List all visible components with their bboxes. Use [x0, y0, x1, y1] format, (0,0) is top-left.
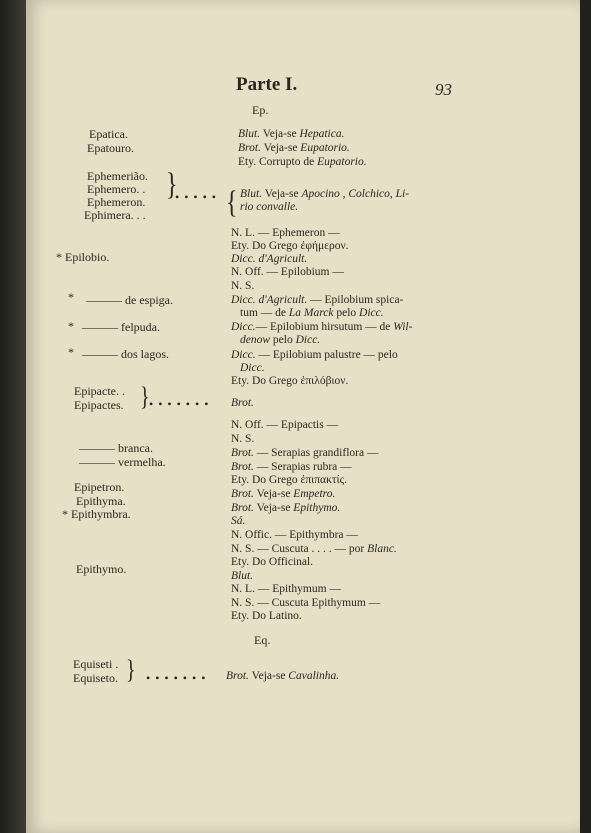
book-spine: [0, 0, 26, 833]
entry-ephemero: Blut. Veja-se Apocino , Colchico, Li-: [240, 188, 410, 200]
term-ephimera: Ephimera. . .: [84, 208, 146, 222]
leader-dots-epipacte: • • • • • • •: [149, 397, 210, 411]
entry-dos-lagos-cont: Dicc.: [240, 362, 265, 374]
entry-epipacte-ety: Ety. Do Grego ἐπιπακτίς.: [231, 474, 348, 486]
term-ephemeron: Ephemeron.: [87, 195, 146, 209]
entry-felpuda: Dicc.— Epilobium hirsutum — de Wil-: [231, 321, 413, 333]
entry-epipetron: Brot. Veja-se Empetro.: [231, 488, 336, 500]
term-epatouro: Epatouro.: [87, 141, 134, 155]
term-ephemero: Ephemero. .: [87, 182, 146, 196]
book-page: [26, 0, 580, 833]
section-heading-eq: Eq.: [254, 633, 271, 647]
entry-epipacte: Brot.: [231, 397, 254, 409]
term-equiseti: Equiseti .: [73, 657, 119, 671]
term-epilobio: * Epilobio.: [56, 250, 110, 264]
entry-epilobio-ns: N. S.: [231, 280, 255, 292]
term-epipetron: Epipetron.: [74, 480, 125, 494]
term-felpuda: ——— felpuda.: [82, 320, 160, 334]
entry-epithyma: Brot. Veja-se Epithymo.: [231, 502, 341, 514]
term-epithyma: Epithyma.: [76, 494, 126, 508]
term-dos-lagos: ——— dos lagos.: [82, 347, 169, 361]
star-marker: *: [68, 319, 74, 333]
entry-epilobio-ety: Ety. Do Grego ἐφήμερον.: [231, 240, 349, 252]
leader-dots-ephemero: • • • • •: [175, 190, 218, 204]
entry-dos-lagos: Dicc. — Epilobium palustre — pelo: [231, 349, 398, 361]
entry-epithymbra-ns: N. S. — Cuscuta . . . . — por Blanc.: [231, 543, 397, 555]
term-ephemeriao: Ephemerião.: [87, 169, 148, 183]
page-number: 93: [435, 80, 452, 99]
term-vermelha: ——— vermelha.: [79, 455, 166, 469]
entry-epilobio-noff: N. Off. — Epilobium —: [231, 266, 344, 278]
term-epithymo: Epithymo.: [76, 562, 127, 576]
term-epatica: Epatica.: [89, 127, 128, 141]
entry-equiseti: Brot. Veja-se Cavalinha.: [226, 670, 340, 682]
brace-ephemero-right: {: [226, 186, 238, 221]
entry-epipacte-noff: N. Off. — Epipactis —: [231, 419, 339, 431]
term-equiseto: Equiseto.: [73, 671, 118, 685]
section-heading-ep: Ep.: [252, 103, 269, 117]
entry-epithymbra: Sá.: [231, 515, 246, 527]
running-title: Parte I.: [236, 74, 298, 95]
entry-epipacte-ns: N. S.: [231, 433, 255, 445]
entry-epithymbra-noffic: N. Offic. — Epithymbra —: [231, 529, 358, 541]
page-edge: [580, 0, 591, 833]
term-epithymbra: * Epithymbra.: [62, 507, 131, 521]
entry-epatouro: Brot. Veja-se Eupatorio.: [238, 142, 350, 154]
entry-epithymo-ety: Ety. Do Latino.: [231, 610, 302, 622]
brace-epipacte-group: }: [140, 382, 150, 412]
entry-branca: Brot. — Serapias grandiflora —: [231, 447, 379, 459]
entry-felpuda-cont: denow pelo Dicc.: [240, 334, 321, 346]
entry-de-espiga: Dicc. d'Agricult. — Epilobium spica-: [231, 294, 404, 306]
entry-epilobio-ety2: Ety. Do Grego ἐπιλόβιον.: [231, 375, 349, 387]
entry-epilobio-dicc: Dicc. d'Agricult.: [231, 253, 308, 265]
entry-vermelha: Brot. — Serapias rubra —: [231, 461, 352, 473]
star-marker: *: [68, 345, 74, 359]
entry-de-espiga-cont: tum — de La Marck pelo Dicc.: [240, 307, 384, 319]
entry-epilobio-nl: N. L. — Ephemeron —: [231, 227, 340, 239]
brace-ephemero-group: }: [166, 168, 178, 203]
entry-epatouro-ety: Ety. Corrupto de Eupatorio.: [238, 156, 367, 168]
term-de-espiga: ——— de espiga.: [86, 293, 173, 307]
entry-epithymo-ns: N. S. — Cuscuta Epithymum —: [231, 597, 381, 609]
term-epipacte: Epipacte. .: [74, 384, 125, 398]
entry-epithymo: Blut.: [231, 570, 254, 582]
term-branca: ——— branca.: [79, 441, 153, 455]
leader-dots-equiseti: • • • • • • •: [146, 671, 207, 685]
entry-epatica: Blut. Veja-se Hepatica.: [238, 128, 345, 140]
entry-ephemero-cont: rio convalle.: [240, 201, 299, 213]
star-marker: *: [68, 290, 74, 304]
term-epipactes: Epipactes.: [74, 398, 124, 412]
entry-epithymo-nl: N. L. — Epithymum —: [231, 583, 341, 595]
brace-equiseti-group: }: [126, 655, 136, 685]
entry-epithymbra-ety: Ety. Do Officinal.: [231, 556, 314, 568]
